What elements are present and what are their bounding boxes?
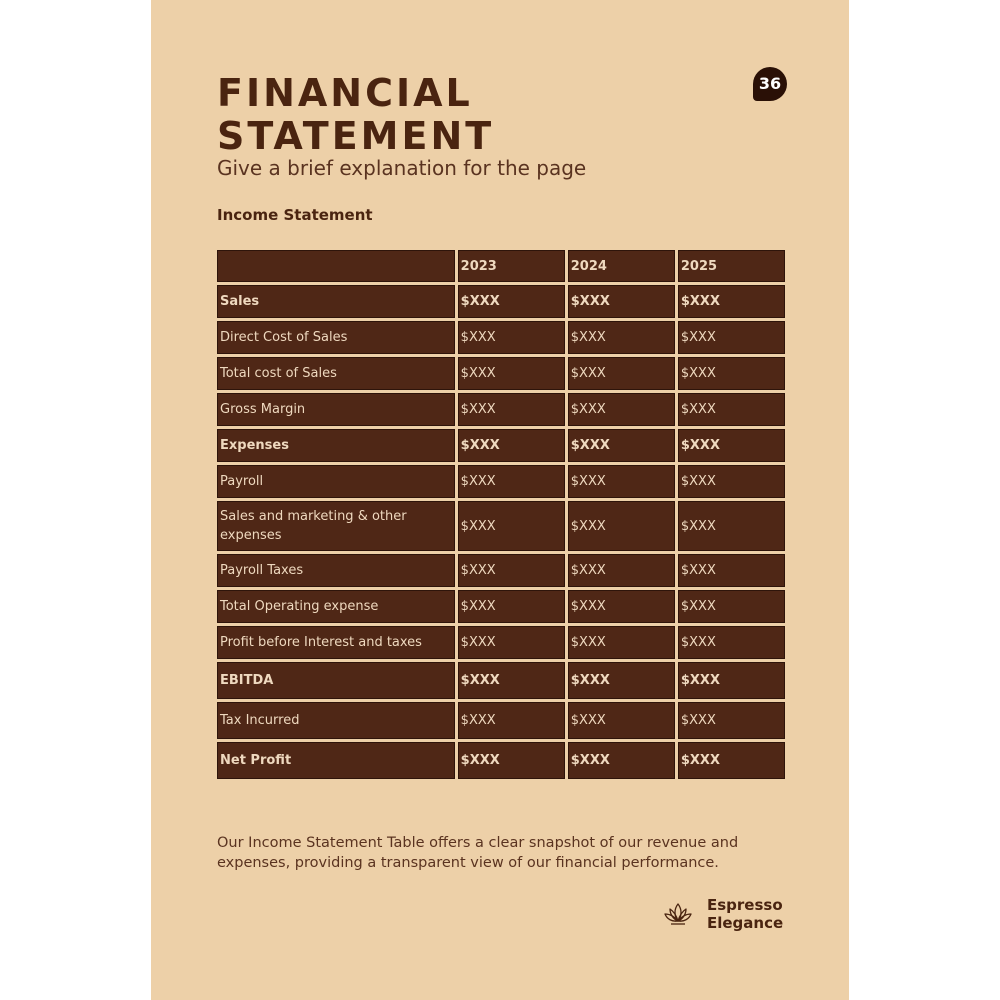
income-statement-table xyxy=(214,247,788,782)
footer-description: Our Income Statement Table offers a clear snapshot of our revenue and expenses, providing a transparent view of our financial performance. xyxy=(217,834,739,871)
table-cell: $XXX xyxy=(678,501,785,551)
table-cell: $XXX xyxy=(568,285,675,318)
row-label: Payroll Taxes xyxy=(217,554,455,587)
row-label: Gross Margin xyxy=(217,393,455,426)
table-header-cell: 2023 xyxy=(458,250,565,282)
table-cell: $XXX xyxy=(568,429,675,462)
table-cell: $XXX xyxy=(568,590,675,623)
page-title-line-2: STATEMENT xyxy=(217,114,495,158)
row-label: Payroll xyxy=(217,465,455,498)
table-cell: $XXX xyxy=(458,285,565,318)
table-cell: $XXX xyxy=(568,742,675,779)
table-row xyxy=(217,393,785,426)
brand-name xyxy=(707,896,783,932)
table-header-cell xyxy=(217,250,455,282)
table-cell: $XXX xyxy=(458,554,565,587)
table-cell: $XXX xyxy=(678,702,785,739)
row-label: Profit before Interest and taxes xyxy=(217,626,455,659)
table-cell: $XXX xyxy=(678,321,785,354)
table-row xyxy=(217,429,785,462)
table-row xyxy=(217,626,785,659)
row-label: Direct Cost of Sales xyxy=(217,321,455,354)
table-cell: $XXX xyxy=(678,357,785,390)
table-cell: $XXX xyxy=(458,321,565,354)
table-cell: $XXX xyxy=(568,554,675,587)
table-cell: $XXX xyxy=(678,590,785,623)
row-label: Tax Incurred xyxy=(217,702,455,739)
table-cell: $XXX xyxy=(678,393,785,426)
page-number-badge: 36 xyxy=(753,67,787,101)
table-cell: $XXX xyxy=(678,554,785,587)
document-page xyxy=(151,0,849,1000)
table-cell: $XXX xyxy=(678,662,785,699)
table-cell: $XXX xyxy=(458,429,565,462)
table-cell: $XXX xyxy=(678,465,785,498)
table-row xyxy=(217,554,785,587)
row-label: Expenses xyxy=(217,429,455,462)
brand-block xyxy=(663,896,783,932)
table-cell: $XXX xyxy=(568,357,675,390)
table-cell: $XXX xyxy=(458,626,565,659)
table-row xyxy=(217,285,785,318)
brand-name-line-2: Elegance xyxy=(707,914,784,932)
table-header-row xyxy=(217,250,785,282)
table-cell: $XXX xyxy=(678,285,785,318)
table-cell: $XXX xyxy=(458,702,565,739)
table-cell: $XXX xyxy=(568,393,675,426)
table-cell: $XXX xyxy=(568,626,675,659)
table-row xyxy=(217,662,785,699)
page-subtitle: Give a brief explanation for the page xyxy=(217,156,587,180)
row-label: Sales xyxy=(217,285,455,318)
table-cell: $XXX xyxy=(568,702,675,739)
brand-name-line-1: Espresso xyxy=(707,896,783,914)
section-heading: Income Statement xyxy=(217,206,373,224)
row-label: Net Profit xyxy=(217,742,455,779)
table-cell: $XXX xyxy=(568,501,675,551)
table-cell: $XXX xyxy=(678,742,785,779)
table-row xyxy=(217,501,785,551)
table-cell: $XXX xyxy=(458,742,565,779)
row-label: Total Operating expense xyxy=(217,590,455,623)
table-cell: $XXX xyxy=(458,662,565,699)
lotus-icon xyxy=(663,899,693,929)
table-cell: $XXX xyxy=(458,393,565,426)
table-row xyxy=(217,321,785,354)
table-cell: $XXX xyxy=(568,321,675,354)
table-cell: $XXX xyxy=(568,465,675,498)
table-cell: $XXX xyxy=(458,590,565,623)
table-row xyxy=(217,702,785,739)
table-cell: $XXX xyxy=(568,662,675,699)
table-row xyxy=(217,465,785,498)
page-title xyxy=(217,72,494,158)
table-cell: $XXX xyxy=(458,465,565,498)
table-header-cell: 2025 xyxy=(678,250,785,282)
table-row xyxy=(217,742,785,779)
page-title-line-1: FINANCIAL xyxy=(217,71,473,115)
table-cell: $XXX xyxy=(458,501,565,551)
table-row xyxy=(217,590,785,623)
row-label: Total cost of Sales xyxy=(217,357,455,390)
table-cell: $XXX xyxy=(458,357,565,390)
table-header-cell: 2024 xyxy=(568,250,675,282)
row-label: EBITDA xyxy=(217,662,455,699)
row-label: Sales and marketing & other expenses xyxy=(217,501,455,551)
table-cell: $XXX xyxy=(678,429,785,462)
table-row xyxy=(217,357,785,390)
table-cell: $XXX xyxy=(678,626,785,659)
